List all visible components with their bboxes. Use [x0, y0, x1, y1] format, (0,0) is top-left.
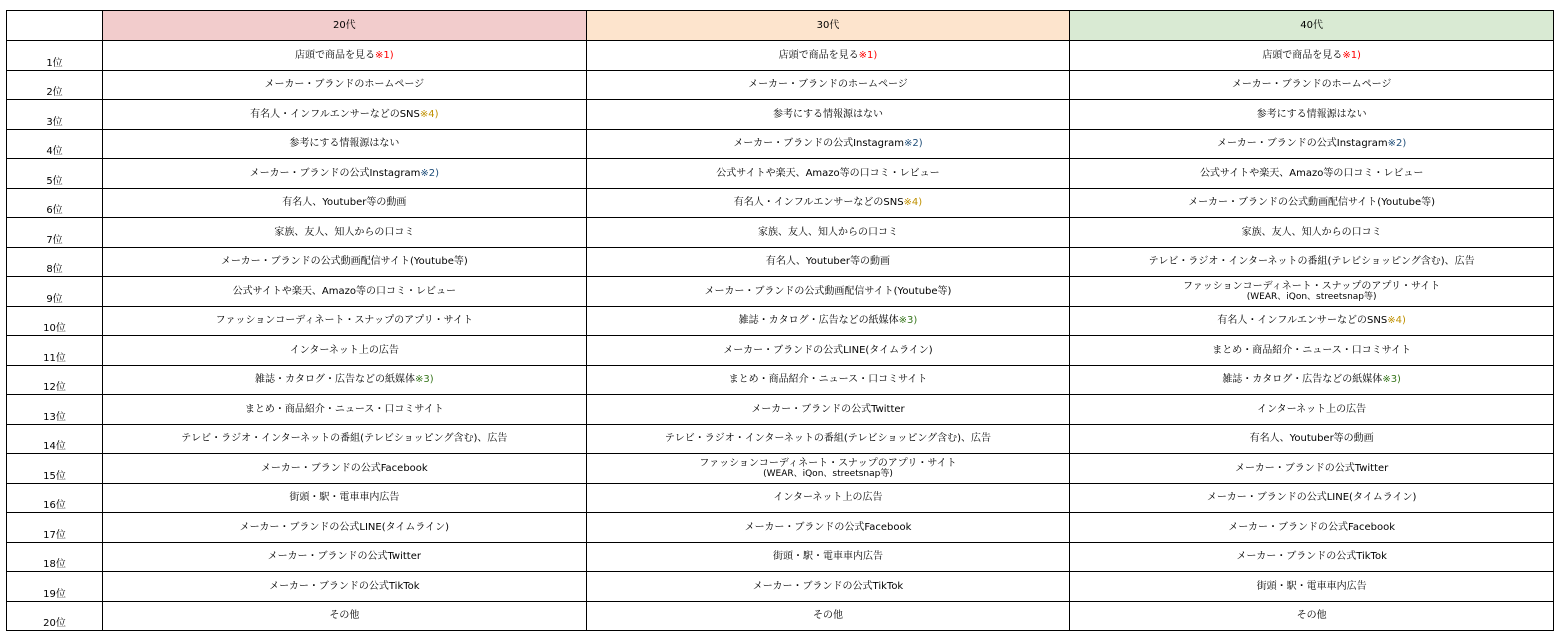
- footnote-marker: ※2): [1387, 138, 1407, 150]
- source-label: 雑誌・カタログ・広告などの紙媒体: [1222, 374, 1383, 386]
- source-label: 店頭で商品を見る: [778, 49, 859, 61]
- source-label: ファッションコーディネート・スナップのアプリ・サイト: [699, 457, 957, 469]
- rank-cell: 15位: [7, 454, 103, 484]
- source-label: メーカー・ブランドの公式Twitter: [1234, 462, 1389, 474]
- table-row: [7, 365, 1554, 395]
- source-sublabel: (WEAR、iQon、streetsnap等): [763, 468, 893, 479]
- source-cell: [1070, 247, 1554, 277]
- source-label: メーカー・ブランドの公式Facebook: [1228, 521, 1396, 533]
- source-label: 公式サイトや楽天、Amazo等の口コミ・レビュー: [716, 167, 940, 179]
- source-label: ファッションコーディネート・スナップのアプリ・サイト: [1182, 280, 1441, 292]
- source-label: ファッションコーディネート・スナップのアプリ・サイト: [215, 315, 473, 327]
- source-label: その他: [1296, 610, 1327, 622]
- source-label: 参考にする情報源はない: [289, 138, 400, 150]
- table-row: [7, 159, 1554, 189]
- source-label: メーカー・ブランドのホームページ: [1231, 79, 1392, 91]
- header-20s: 20代: [103, 11, 587, 41]
- table-row: [7, 306, 1554, 336]
- footnote-marker: ※4): [419, 108, 439, 120]
- source-cell: [103, 129, 587, 159]
- source-label: メーカー・ブランドの公式TikTok: [269, 580, 420, 592]
- source-cell: [103, 218, 587, 248]
- source-label: メーカー・ブランドの公式動画配信サイト(Youtube等): [220, 256, 468, 268]
- source-cell: [586, 70, 1070, 100]
- source-label: 参考にする情報源はない: [1256, 108, 1367, 120]
- source-sublabel: (WEAR、iQon、streetsnap等): [1246, 291, 1377, 302]
- rank-cell: 3位: [7, 100, 103, 130]
- corner-cell: [7, 11, 103, 41]
- table-row: [7, 188, 1554, 218]
- source-cell: [586, 424, 1070, 454]
- rank-cell: 1位: [7, 41, 103, 71]
- source-cell: [103, 247, 587, 277]
- source-label: メーカー・ブランドの公式Facebook: [744, 521, 912, 533]
- footnote-marker: ※3): [1382, 374, 1401, 386]
- source-label: インターネット上の広告: [1257, 403, 1367, 415]
- table-row: [7, 336, 1554, 366]
- source-cell: [1070, 277, 1554, 307]
- source-cell: [586, 395, 1070, 425]
- table-row: [7, 542, 1554, 572]
- source-cell: [103, 336, 587, 366]
- source-cell: [103, 513, 587, 543]
- source-cell: [586, 306, 1070, 336]
- rank-cell: 8位: [7, 247, 103, 277]
- source-label: 有名人・インフルエンサーなどのSNS: [733, 197, 904, 209]
- rank-cell: 13位: [7, 395, 103, 425]
- source-label: テレビ・ラジオ・インターネットの番組(テレビショッピング含む)、広告: [664, 433, 992, 445]
- source-label: メーカー・ブランドの公式TikTok: [1236, 551, 1387, 563]
- footnote-marker: ※4): [1387, 315, 1406, 327]
- table-row: [7, 424, 1554, 454]
- source-cell: [1070, 483, 1554, 513]
- rank-cell: 9位: [7, 277, 103, 307]
- source-label: メーカー・ブランドの公式LINE(タイムライン): [723, 344, 933, 356]
- source-cell: [103, 277, 587, 307]
- rank-cell: 2位: [7, 70, 103, 100]
- source-cell: [586, 572, 1070, 602]
- source-cell: [103, 395, 587, 425]
- source-label: メーカー・ブランドのホームページ: [264, 79, 425, 91]
- source-cell: [103, 365, 587, 395]
- table-row: [7, 129, 1554, 159]
- footnote-marker: ※1): [858, 49, 878, 61]
- table-row: [7, 100, 1554, 130]
- source-label: インターネット上の広告: [773, 492, 883, 504]
- source-cell: [1070, 572, 1554, 602]
- rank-cell: 7位: [7, 218, 103, 248]
- source-label: 家族、友人、知人からの口コミ: [1241, 226, 1382, 238]
- source-label-line: [1070, 281, 1553, 292]
- source-label: メーカー・ブランドの公式Instagram: [733, 138, 904, 150]
- source-cell: [1070, 513, 1554, 543]
- source-label: 有名人・インフルエンサーなどのSNS: [250, 108, 420, 120]
- source-label: その他: [812, 610, 843, 622]
- header-row: [7, 11, 1554, 41]
- header-30s: 30代: [586, 11, 1070, 41]
- source-label: 有名人、Youtuber等の動画: [765, 256, 891, 268]
- source-cell: [1070, 454, 1554, 484]
- source-label: メーカー・ブランドの公式Twitter: [751, 403, 905, 415]
- rank-cell: 16位: [7, 483, 103, 513]
- source-label: 店頭で商品を見る: [1262, 49, 1343, 61]
- source-cell: [1070, 70, 1554, 100]
- source-label: 店頭で商品を見る: [295, 49, 375, 61]
- source-label: メーカー・ブランドの公式Instagram: [1216, 138, 1388, 150]
- source-cell: [1070, 159, 1554, 189]
- table-row: [7, 247, 1554, 277]
- table-row: [7, 572, 1554, 602]
- source-cell: [586, 277, 1070, 307]
- header-40s: 40代: [1070, 11, 1554, 41]
- rank-cell: 12位: [7, 365, 103, 395]
- rank-cell: 18位: [7, 542, 103, 572]
- table-row: [7, 483, 1554, 513]
- rank-cell: 19位: [7, 572, 103, 602]
- source-label: メーカー・ブランドの公式Facebook: [260, 462, 428, 474]
- table-row: [7, 41, 1554, 71]
- source-cell: [103, 159, 587, 189]
- table-row: [7, 513, 1554, 543]
- table-row: [7, 277, 1554, 307]
- source-cell: [1070, 188, 1554, 218]
- source-label: メーカー・ブランドの公式Twitter: [267, 551, 421, 563]
- source-label: 街頭・駅・電車車内広告: [1256, 580, 1367, 592]
- source-cell: [586, 336, 1070, 366]
- source-label: 有名人、Youtuber等の動画: [1249, 433, 1374, 445]
- source-label: 公式サイトや楽天、Amazo等の口コミ・レビュー: [1199, 167, 1424, 179]
- table-row: [7, 601, 1554, 631]
- source-label: インターネット上の広告: [289, 344, 399, 356]
- table-row: [7, 70, 1554, 100]
- source-cell: [586, 129, 1070, 159]
- source-cell: [586, 159, 1070, 189]
- source-cell: [586, 100, 1070, 130]
- footnote-marker: ※4): [903, 197, 923, 209]
- source-label: テレビ・ラジオ・インターネットの番組(テレビショッピング含む)、広告: [181, 433, 508, 445]
- source-cell: [103, 483, 587, 513]
- source-label: メーカー・ブランドの公式TikTok: [752, 580, 904, 592]
- source-label: 家族、友人、知人からの口コミ: [274, 226, 415, 238]
- source-label: メーカー・ブランドの公式動画配信サイト(Youtube等): [1188, 197, 1436, 209]
- source-cell: [103, 306, 587, 336]
- footnote-marker: ※2): [904, 138, 923, 150]
- rank-cell: 17位: [7, 513, 103, 543]
- rank-cell: 6位: [7, 188, 103, 218]
- source-label: 街頭・駅・電車車内広告: [772, 551, 883, 563]
- source-cell: [586, 454, 1070, 484]
- source-cell: [103, 188, 587, 218]
- ranking-table: [6, 10, 1554, 631]
- source-cell: [103, 70, 587, 100]
- source-cell: [1070, 306, 1554, 336]
- footnote-marker: ※1): [375, 49, 394, 61]
- source-label: 雑誌・カタログ・広告などの紙媒体: [738, 315, 899, 327]
- source-label: その他: [329, 610, 360, 622]
- source-cell: [1070, 100, 1554, 130]
- source-label: テレビ・ラジオ・インターネットの番組(テレビショッピング含む)、広告: [1148, 256, 1475, 268]
- rank-cell: 11位: [7, 336, 103, 366]
- rank-cell: 4位: [7, 129, 103, 159]
- footnote-marker: ※3): [898, 315, 918, 327]
- source-cell: [1070, 41, 1554, 71]
- source-cell: [1070, 336, 1554, 366]
- source-cell: [586, 365, 1070, 395]
- source-label: 参考にする情報源はない: [772, 108, 883, 120]
- source-label: まとめ・商品紹介・ニュース・口コミサイト: [1212, 344, 1412, 356]
- source-cell: [1070, 218, 1554, 248]
- source-cell: [1070, 365, 1554, 395]
- source-cell: [586, 601, 1070, 631]
- source-cell: [103, 100, 587, 130]
- source-label: 有名人・インフルエンサーなどのSNS: [1217, 315, 1388, 327]
- source-cell: [586, 218, 1070, 248]
- source-cell: [586, 542, 1070, 572]
- source-label: 家族、友人、知人からの口コミ: [757, 226, 898, 238]
- source-label: まとめ・商品紹介・ニュース・口コミサイト: [728, 374, 928, 386]
- source-label: メーカー・ブランドの公式動画配信サイト(Youtube等): [704, 285, 952, 297]
- source-cell: [586, 188, 1070, 218]
- source-cell: [1070, 601, 1554, 631]
- source-cell: [103, 41, 587, 71]
- table-body: [7, 41, 1554, 631]
- footnote-marker: ※1): [1342, 49, 1361, 61]
- source-label: 公式サイトや楽天、Amazo等の口コミ・レビュー: [232, 285, 457, 297]
- table-row: [7, 218, 1554, 248]
- source-cell: [1070, 424, 1554, 454]
- rank-cell: 20位: [7, 601, 103, 631]
- source-cell: [103, 601, 587, 631]
- source-cell: [1070, 542, 1554, 572]
- source-cell: [103, 424, 587, 454]
- source-label: まとめ・商品紹介・ニュース・口コミサイト: [244, 403, 444, 415]
- source-cell: [586, 483, 1070, 513]
- rank-cell: 10位: [7, 306, 103, 336]
- source-cell: [586, 247, 1070, 277]
- rank-cell: 14位: [7, 424, 103, 454]
- source-cell: [586, 513, 1070, 543]
- source-label: メーカー・ブランドのホームページ: [748, 79, 908, 91]
- source-label: メーカー・ブランドの公式LINE(タイムライン): [1206, 492, 1417, 504]
- source-cell: [1070, 129, 1554, 159]
- rank-cell: 5位: [7, 159, 103, 189]
- footnote-marker: ※2): [420, 167, 439, 179]
- source-label: 雑誌・カタログ・広告などの紙媒体: [255, 374, 415, 386]
- source-cell: [103, 572, 587, 602]
- footnote-marker: ※3): [415, 374, 434, 386]
- source-label: メーカー・ブランドの公式LINE(タイムライン): [239, 521, 450, 533]
- source-cell: [103, 542, 587, 572]
- table-row: [7, 395, 1554, 425]
- table-row: [7, 454, 1554, 484]
- source-cell: [103, 454, 587, 484]
- source-label: 街頭・駅・電車車内広告: [289, 492, 400, 504]
- source-cell: [586, 41, 1070, 71]
- source-label: 有名人、Youtuber等の動画: [282, 197, 407, 209]
- source-cell: [1070, 395, 1554, 425]
- source-label: メーカー・ブランドの公式Instagram: [249, 167, 421, 179]
- source-label-line: [587, 458, 1070, 469]
